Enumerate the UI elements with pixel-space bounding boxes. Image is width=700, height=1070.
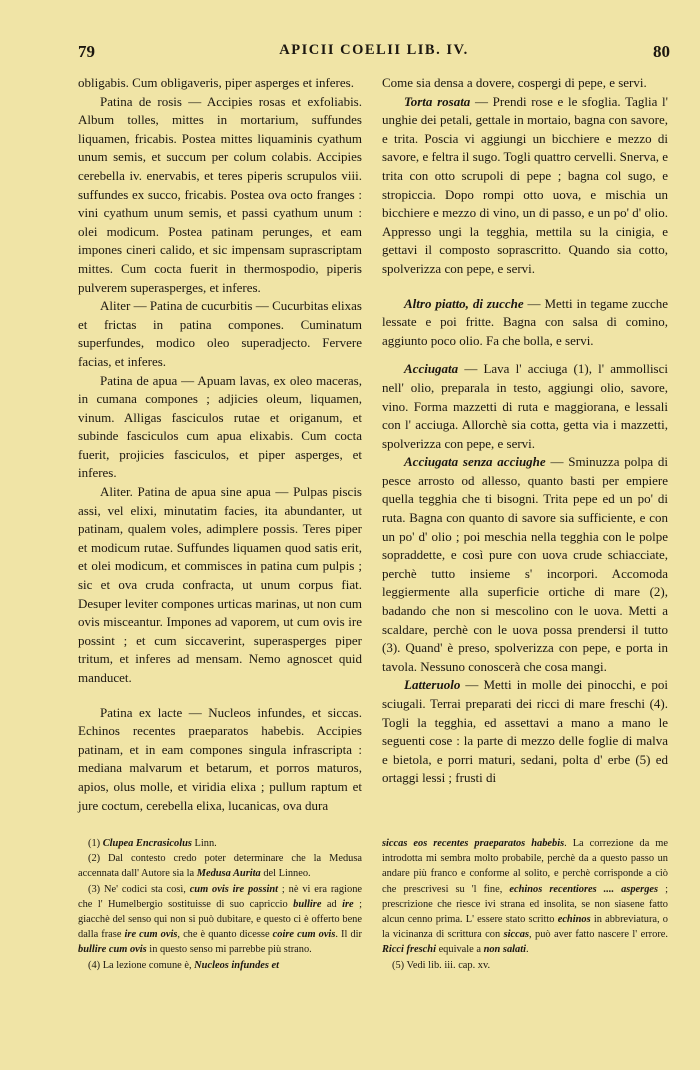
- recipe-title: Acciugata: [404, 361, 459, 377]
- footnote: (3) Ne' codici sta così, cum ovis ire possint ; nè vi era ragione che l' Humelbergio sostituisse di suo capriccio bullire ad ire ; giacchè del senso qui non si può dubitare, e questo ci è offerto bene dalla frase ire cum ovis, che è quanto dicesse coire cum ovis. Il dir bullire cum ovis in questo senso mi parrebbe più strano.: [78, 883, 362, 956]
- footnote: siccas eos recentes praeparatos habebis. La correzione da me introdotta mi sembra molto probabile, perchè da a questo passo un andare più franco e conforme al solito, e perchè corrisponde a ciò che prescrivesi su 'l fine, echinos recentiores .... asperges ; prescrizione che riesce ivi strana ed insolita, se non siasene fatto alcun cenno prima. L' essere stato scritto echinos in abbreviatura, o la vicinanza di scrittura con siccas, può aver fatto nascere l' errore. Ricci freschi equivale a non salati.: [382, 838, 669, 956]
- page-number-right: 80: [653, 42, 670, 61]
- footnote: (5) Vedi lib. iii. cap. xv.: [392, 959, 491, 971]
- footnote: (1) Clupea Encrasicolus Linn.: [88, 838, 217, 849]
- page-header: [78, 42, 670, 66]
- latin-paragraph: Patina de rosis — Accipies rosas et exfoliabis. Album tolles, mittes in mortarium, suffundes liquamen, fricabis. Postea mittes liquaminis cyathum unum semis, et succum per colum colabis. Accipies cerebella iv. enervabis, et teres piperis scrupulos viii. suffundes ex succo, fricabis. Postea ova octo franges : vini cyathum unum semis, et passi cyathum unum : olei modicum. Postea patinam perunges, et eam impones cineri calido, et sic impensam suprascriptam mittes. Cum cocta fuerit in thermospodio, piperis pulverem superasperges, et inferes.: [78, 93, 362, 295]
- latin-paragraph: Aliter — Patina de cucurbitis — Cucurbitas elixas et frictas in patina compones. Cuminatum superfundes, modico oleo superadjecto. Fervere facias, et inferes.: [78, 298, 362, 369]
- italian-paragraph: Altro piatto, di zucche — Metti in tegame zucche lessate e poi fritte. Bagna con salsa di comino, aggiunto poco olio. Fa che bolla, e servi.: [382, 295, 668, 348]
- latin-paragraph: Patina ex lacte — Nucleos infundes, et siccas. Echinos recentes praeparatos habebis. Accipies patinam, et in eam compones singula infrascripta : mediana malvarum et betarum, et porros maturos, apios, olus molle, et viridia elixa ; pullum raptum et jure coctum, cerebella elixa, lucanicas, ova dura: [78, 704, 362, 813]
- footnotes-right: [382, 836, 668, 973]
- footnote: (4) La lezione comune è, Nucleos infundes et: [88, 959, 280, 971]
- recipe-title: Altro piatto, di zucche: [404, 295, 524, 311]
- italian-paragraph: Torta rosata — Prendi rose e le sfoglia. Taglia l' unghie dei petali, gettale in mortaio, bagna con savore, e trita. Poscia vi aggiungi un bicchiere e mezzo di savore, e feltra il sugo. Togli quattro cervelli. Snerva, e trita con otto scrupoli di pepe ; bagna col sugo, e stropiccia. Dopo rompi otto uova, e mischia un bicchiere e mezzo di vino, un di passo, e un po' d' olio. Appresso ungi la tegghia, mettila su la cinigia, e gettavi il composto soprascritto. Quando sia cotto, spolverizza con pepe, e servi.: [382, 93, 668, 276]
- italian-column: [382, 74, 668, 788]
- italian-paragraph: Acciugata — Lava l' acciuga (1), l' ammollisci nell' olio, preparala in testo, aggiungi olio, savore, vino. Forma mazzetti di ruta e maggiorana, e lessali con l' acciuga. Allorchè sia cotta, getta via i mazzetti, spolverizza con pepe, e servi.: [382, 361, 668, 451]
- latin-paragraph: Aliter. Patina de apua sine apua — Pulpas piscis assi, vel elixi, minutatim facies, ita abundanter, ut patinam, qualem voles, adimplere possis. Teres piper et modicum rutae. Suffundes liquamen quod satis erit, et olei modicum, et commisces in patina cum pulpis ; sic et ova cruda confracta, ut unum corpus fiat. Desuper leviter compones urticas marinas, ut non cum ovis misceantur. Impones ad vaporem, ut cum ovis ire possint ; et cum siccaverint, superasperges piper tritum, et inferes ad mensam. Nemo agnoscet quid manducet.: [78, 484, 362, 685]
- recipe-title: Latteruolo: [404, 677, 461, 693]
- footnotes-left: [78, 836, 362, 973]
- latin-column: [78, 74, 362, 815]
- italian-paragraph: Latteruolo — Metti in molle dei pinocchi, e poi sciugali. Terrai preparati dei ricci di mare freschi (4). Togli la tegghia, ed assettavi a mano a mano le seguenti cose : la parte di mezzo delle foglie di malva e bietola, e porri maturi, sedani, polta d' erbe (5) ed ortaggi lessi ; frusti di: [382, 677, 668, 786]
- recipe-title: Torta rosata: [404, 93, 471, 109]
- italian-paragraph: Acciugata senza acciughe — Sminuzza polpa di pesce arrosto od allesso, quanto basti per empiere quella tegghia che ti bisogni. Trita pepe ed un po' di ruta. Bagna con quanto di savore sia sufficiente, e con un po' d' olio ; poi meschia nella tegghia con le polpe sopraddette, e così pure con uova crude schiacciate, perchè tutto insieme s' incorpori. Accomoda leggiermente alla superficie ortiche di mare (2), badando che non si mescolino con le uova. Metti a scaldare, perchè con le uova possa prendersi il tutto (3). Quand' è preso, spolverizza con pepe, e porta in tavola. Nessuno conoscerà che cosa mangi.: [382, 454, 668, 674]
- running-title: APICII COELII LIB. IV.: [279, 42, 469, 58]
- italian-paragraph: Come sia densa a dovere, cospergi di pepe, e servi.: [382, 75, 647, 90]
- recipe-title: Acciugata senza acciughe: [404, 454, 546, 470]
- footnote: (2) Dal contesto credo poter determinare che la Medusa accennata dall' Autore sia la Medusa Aurita del Linneo.: [78, 853, 362, 880]
- latin-paragraph: obligabis. Cum obligaveris, piper asperges et inferes.: [78, 75, 354, 90]
- page-number-left: 79: [78, 42, 95, 61]
- latin-paragraph: Patina de apua — Apuam lavas, ex oleo maceras, in cumana compones ; adjicies oleum, liquamen, vinum. Alligas fasciculos rutae et origanum, et subinde fasciculos cum apua elixabis. Cum cocta fuerit, projicies fasciculos, et piper asperges, et inferes.: [78, 372, 362, 481]
